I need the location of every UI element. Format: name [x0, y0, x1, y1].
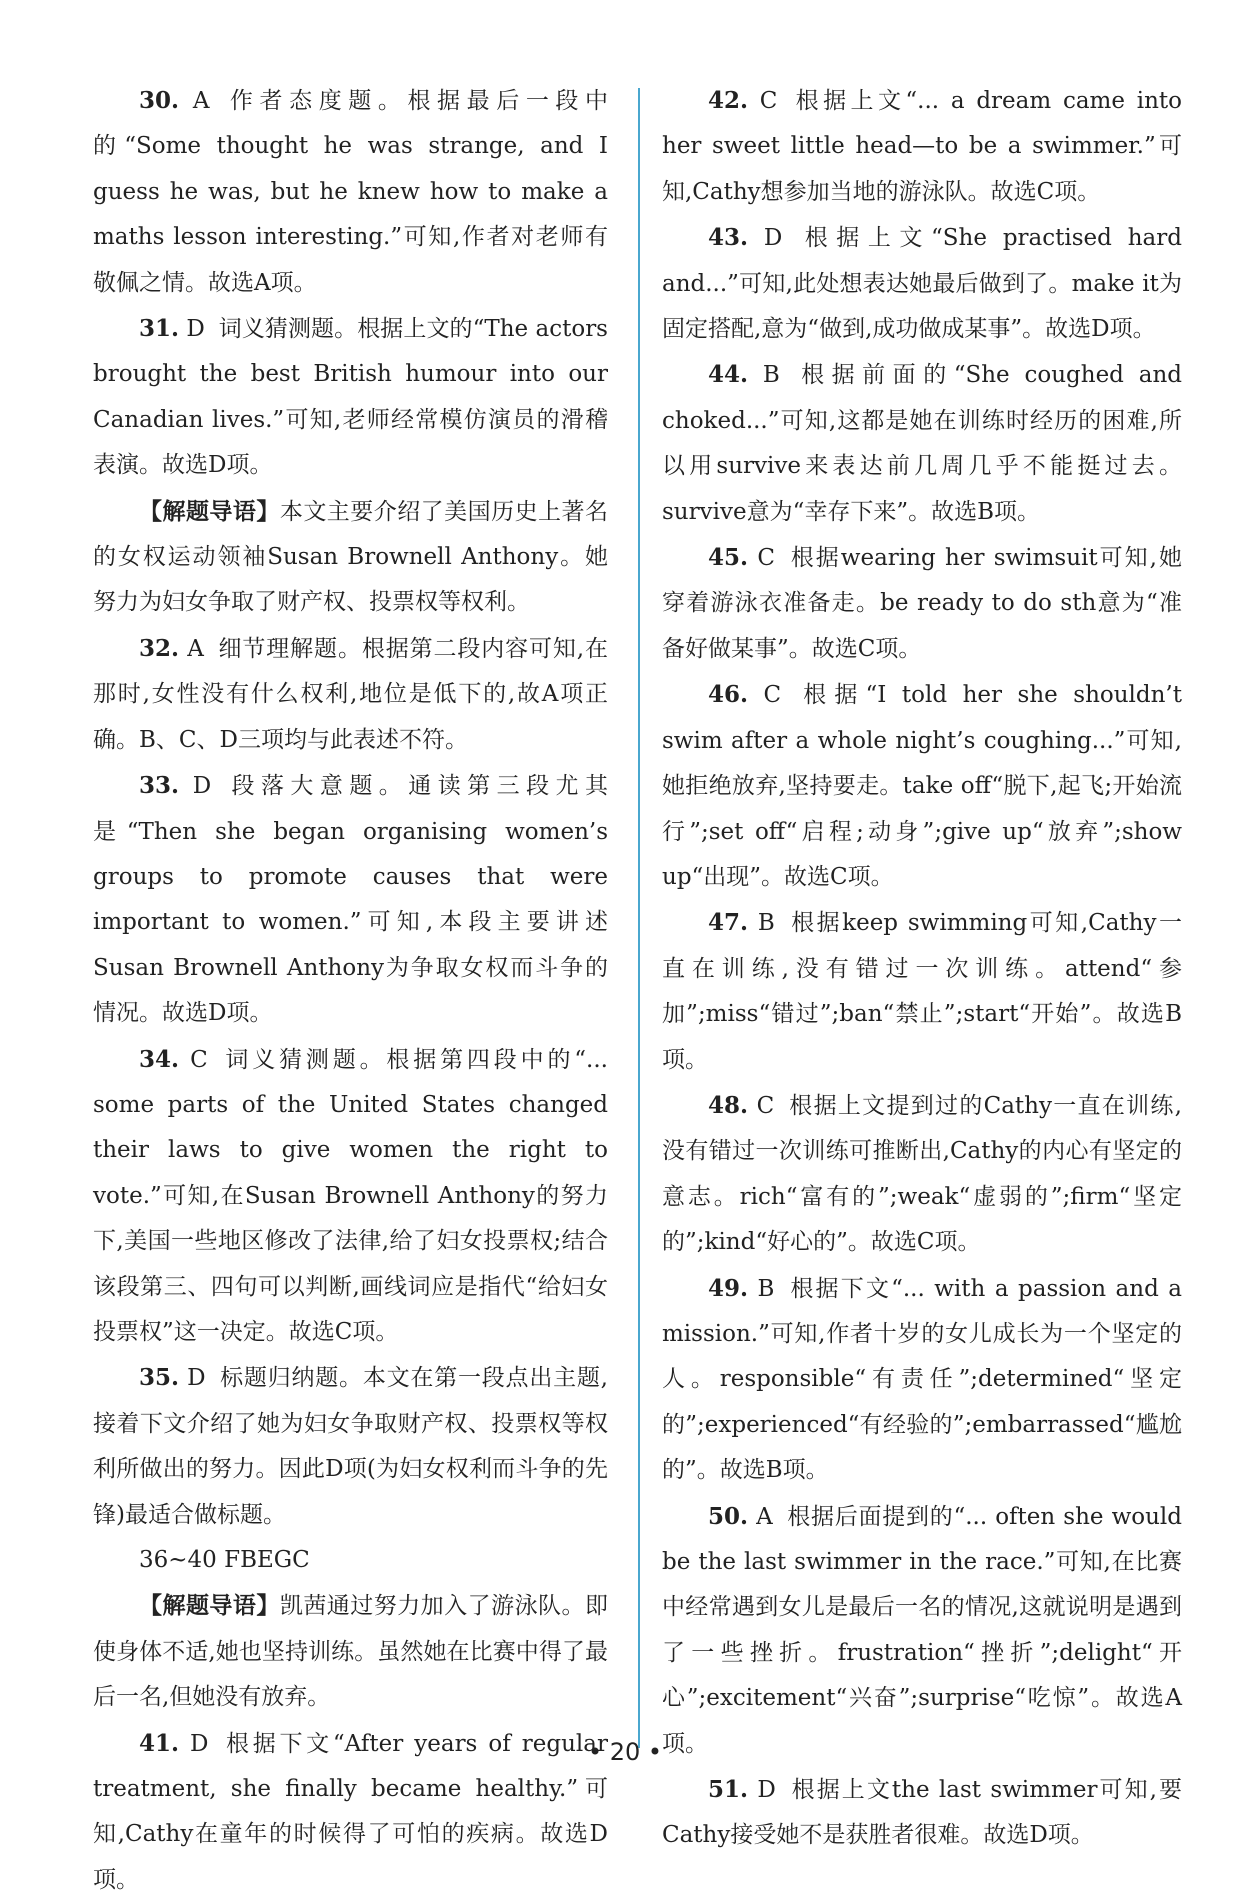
answer-explanation: 36~40 FBEGC	[139, 1547, 310, 1573]
answer-paragraph	[93, 763, 608, 1036]
question-number: 50.	[708, 1502, 749, 1530]
answer-letter: C	[748, 1092, 775, 1119]
answer-paragraph	[662, 215, 1182, 352]
answer-letter: D	[179, 773, 212, 800]
question-number: 47.	[708, 909, 749, 937]
guide-label: 【解题导语】	[139, 497, 280, 525]
answer-paragraph	[93, 1355, 608, 1538]
answer-explanation: 根据前面的“She coughed and choked...”可知,这都是她在训练时经历的困难,所以用survive来表达前几周几乎不能挺过去。survive意为“幸存下来”。故选B项。	[662, 362, 1182, 525]
answer-paragraph	[93, 1583, 608, 1720]
answer-paragraph	[662, 1494, 1182, 1767]
answer-explanation: 根据上文the last swimmer可知,要Cathy接受她不是获胜者很难。故选D项。	[662, 1777, 1182, 1849]
question-number: 42.	[708, 87, 749, 114]
answer-letter: B	[748, 910, 775, 937]
answer-paragraph	[93, 489, 608, 626]
right-column	[662, 78, 1182, 1859]
question-number: 46.	[708, 681, 749, 709]
answer-explanation: 根据“I told her she shouldn’t swim after a whole night’s coughing...”可知,她拒绝放弃,坚持要走。take off“脱下,起飞;开始流行”;set off“启程;动身”;give up“放弃”;show up“出现”。故选C项。	[662, 682, 1182, 890]
left-column	[93, 78, 608, 1903]
question-number: 51.	[708, 1776, 749, 1804]
answer-explanation: 本文主要介绍了美国历史上著名的女权运动领袖Susan Brownell Anthony。她努力为妇女争取了财产权、投票权等权利。	[93, 498, 609, 616]
question-number: 41.	[139, 1729, 180, 1757]
answer-paragraph	[93, 626, 608, 763]
answer-explanation: 段落大意题。通读第三段尤其是“Then she began organising women’s groups to promote causes that were important to women.”可知,本段主要讲述Susan Brownell Anthony为争取女权而斗争的情况。故选D项。	[93, 773, 608, 1027]
answer-letter: A	[179, 635, 204, 662]
question-number: 43.	[708, 224, 749, 252]
answer-paragraph	[662, 78, 1182, 215]
answer-explanation: 根据wearing her swimsuit可知,她穿着游泳衣准备走。be ready to do sth意为“准备好做某事”。故选C项。	[662, 545, 1182, 662]
question-number: 31.	[139, 315, 180, 343]
question-number: 34.	[139, 1045, 180, 1073]
question-number: 32.	[139, 634, 180, 662]
answer-paragraph	[93, 1538, 608, 1583]
answer-explanation: 细节理解题。根据第二段内容可知,在那时,女性没有什么权利,地位是低下的,故A项正确。B、C、D三项均与此表述不符。	[93, 635, 609, 753]
answer-paragraph	[93, 1037, 608, 1356]
answer-paragraph	[93, 78, 608, 306]
answer-letter: C	[179, 1046, 208, 1073]
answer-letter: A	[748, 1503, 773, 1530]
answer-explanation: 凯茜通过努力加入了游泳队。即使身体不适,她也坚持训练。虽然她在比赛中得了最后一名,但她没有放弃。	[93, 1593, 609, 1711]
question-number: 33.	[139, 772, 180, 800]
answer-letter: B	[748, 1275, 775, 1302]
answer-explanation: 根据下文“... with a passion and a mission.”可知,作者十岁的女儿成长为一个坚定的人。responsible“有责任”;determined“坚定的”;experienced“有经验的”;embarrassed“尴尬的”。故选B项。	[662, 1275, 1182, 1484]
question-number: 44.	[708, 361, 749, 389]
answer-paragraph	[662, 1083, 1182, 1266]
answer-explanation: 根据上文提到过的Cathy一直在训练,没有错过一次训练可推断出,Cathy的内心有坚定的意志。rich“富有的”;weak“虚弱的”;firm“坚定的”;kind“好心的”。故选C项。	[662, 1092, 1182, 1256]
answer-explanation: 作者态度题。根据最后一段中的“Some thought he was strange, and I guess he was, but he knew how to make a maths lesson interesting.”可知,作者对老师有敬佩之情。故选A项。	[93, 88, 609, 296]
answer-paragraph	[662, 672, 1182, 900]
answer-letter: C	[748, 545, 775, 572]
answer-letter: D	[748, 1777, 776, 1804]
answer-explanation: 根据下文“After years of regular treatment, she finally became healthy.”可知,Cathy在童年的时候得了可怕的疾病。故选D项。	[93, 1730, 608, 1893]
answer-letter: D	[748, 225, 783, 252]
answer-letter: D	[179, 1365, 206, 1392]
answer-paragraph	[662, 1767, 1182, 1859]
question-number: 30.	[139, 87, 180, 114]
answer-paragraph	[662, 352, 1182, 535]
answer-explanation: 根据keep swimming可知,Cathy一直在训练,没有错过一次训练。attend“参加”;miss“错过”;ban“禁止”;start“开始”。故选B项。	[662, 910, 1182, 1073]
answer-paragraph	[662, 900, 1182, 1083]
answer-explanation: 根据上文“... a dream came into her sweet little head—to be a swimmer.”可知,Cathy想参加当地的游泳队。故选C项。	[662, 88, 1182, 205]
answer-explanation: 根据后面提到的“... often she would be the last swimmer in the race.”可知,在比赛中经常遇到女儿是最后一名的情况,这就说明是遇到了一些挫折。frustration“挫折”;delight“开心”;excitement“兴奋”;surprise“吃惊”。故选A项。	[662, 1503, 1182, 1757]
answer-letter: D	[179, 316, 205, 343]
answer-letter: B	[748, 362, 780, 389]
guide-label: 【解题导语】	[139, 1592, 280, 1620]
column-divider	[638, 88, 640, 1748]
question-number: 35.	[139, 1364, 180, 1392]
answer-letter: C	[748, 682, 782, 709]
answer-paragraph	[93, 306, 608, 489]
answer-explanation: 根据上文“She practised hard and...”可知,此处想表达她最后做到了。make it为固定搭配,意为“做到,成功做成某事”。故选D项。	[662, 225, 1182, 343]
answer-letter: A	[179, 88, 210, 114]
question-number: 49.	[708, 1274, 749, 1302]
answer-paragraph	[662, 1266, 1182, 1494]
answer-letter: C	[748, 88, 778, 114]
question-number: 45.	[708, 544, 749, 572]
page-number: • 20 •	[587, 1738, 663, 1766]
answer-paragraph	[662, 535, 1182, 672]
answer-explanation: 词义猜测题。根据上文的“The actors brought the best British humour into our Canadian lives.”可知,老师经常模仿演员的滑稽表演。故选D项。	[93, 316, 608, 479]
answer-explanation: 标题归纳题。本文在第一段点出主题,接着下文介绍了她为妇女争取财产权、投票权等权利所做出的努力。因此D项(为妇女权利而斗争的先锋)最适合做标题。	[93, 1365, 608, 1528]
answer-letter: D	[179, 1730, 209, 1757]
answer-explanation: 词义猜测题。根据第四段中的“... some parts of the United States changed their laws to give women the right to vote.”可知,在Susan Brownell Anthony的努力下,美国一些地区修改了法律,给了妇女投票权;结合该段第三、四句可以判断,画线词应是指代“给妇女投票权”这一决定。故选C项。	[93, 1046, 608, 1345]
question-number: 48.	[708, 1091, 749, 1119]
